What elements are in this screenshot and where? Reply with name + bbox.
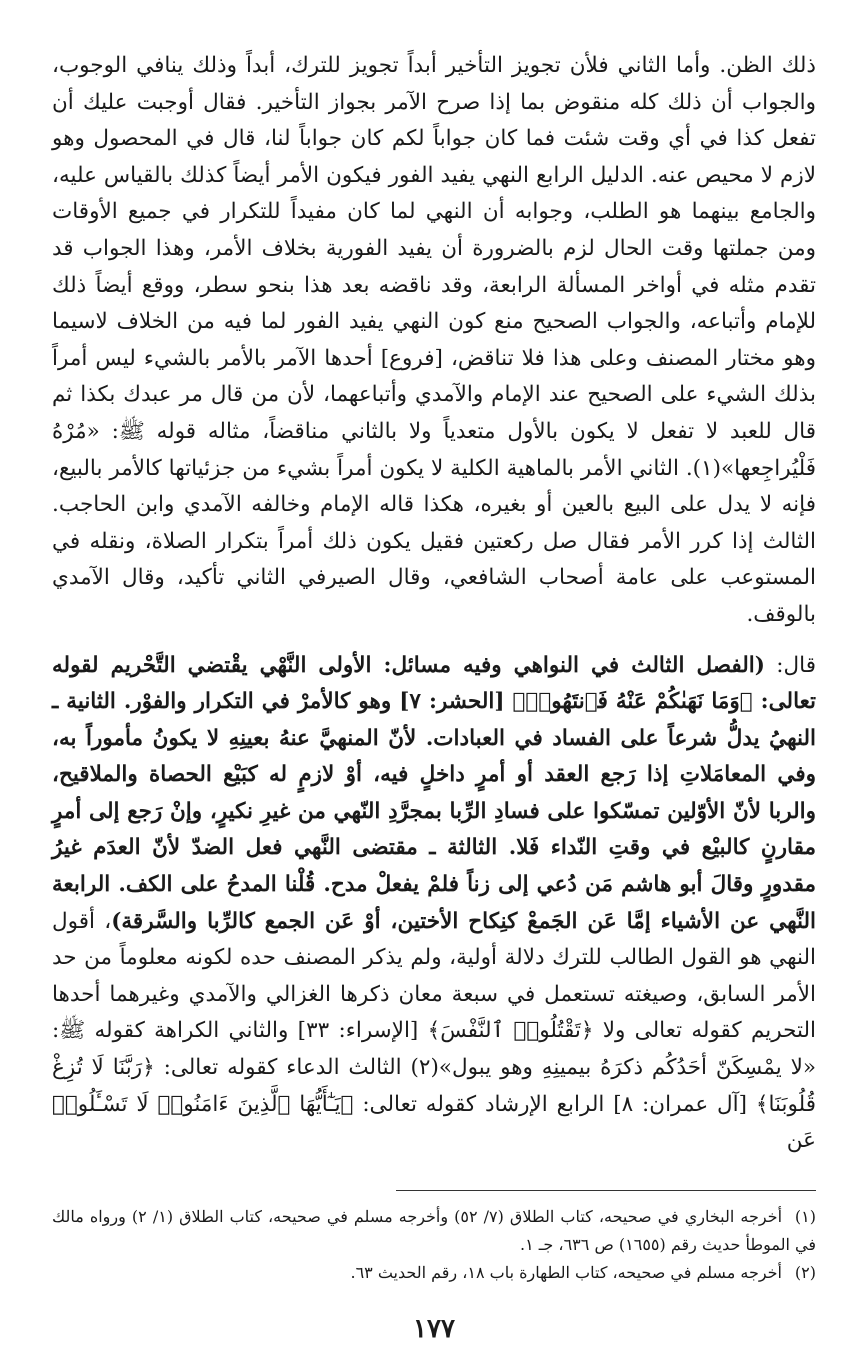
footnote-2	[52, 1259, 816, 1287]
section-paragraph	[52, 648, 816, 1160]
footnote-text: أخرجه مسلم في صحيحه، كتاب الطهارة باب ١٨، رقم الحديث ٦٣.	[350, 1262, 782, 1282]
qala-prefix: قال:	[764, 652, 817, 678]
commentary-text: ، أقول النهي هو القول الطالب للترك دلالة أولية، ولم يذكر المصنف حده لكونه معلوماً من حد الأمر السابق، وصيغته تستعمل في سبعة معان ذكرها الغزالي والآمدي وغيرهما أحدها التحريم كقوله تعالى ولا ﴿تَقْتُلُوا۟ ٱلنَّفْسَ﴾ [الإسراء: ٣٣] والثاني الكراهة كقوله ﷺ: «لا يمْسِكَنّ أحَدُكُم ذكرَهُ بيمينِهِ وهو يبول»(٢) الثالث الدعاء كقوله تعالى: ﴿رَبَّنَا لَا تُزِغْ قُلُوبَنَا﴾ [آل عمران: ٨] الرابع الإرشاد كقوله تعالى: ﴿يَـٰٓأَيُّهَا ٱلَّذِينَ ءَامَنُوا۟ لَا تَسْـَٔلُوا۟ عَن	[52, 908, 817, 1154]
page-number: ١٧٧	[413, 1314, 455, 1344]
footnote-number: (١)	[794, 1206, 817, 1226]
footnote-divider	[396, 1190, 816, 1191]
footnotes	[52, 1203, 816, 1287]
footnote-1	[52, 1203, 816, 1259]
footnote-text: أخرجه البخاري في صحيحه، كتاب الطلاق (٧/ ٥٢) وأخرجه مسلم في صحيحه، كتاب الطلاق (١/ ٢) ورواه مالك في الموطأ حديث رقم (١٦٥٥) ص ٦٣٦، جـ ١.	[52, 1206, 816, 1254]
footnote-number: (٢)	[794, 1262, 816, 1282]
matn-text: (الفصل الثالث في النواهي وفيه مسائل: الأولى النَّهْي يقْتضي التَّحْريم لقوله تعالى: ﴿وَمَا نَهَىٰكُمْ عَنْهُ فَٱنتَهُوا۟﴾ [الحشر: ٧] وهو كالأمرْ في التكرار والفوْر. الثانية ـ النهيُ يدلُّ شرعاً على الفساد في العبادات. لأنّ المنهيَّ عنهُ بعينِهِ لا يكونُ مأموراً به، وفي المعامَلاتِ إذا رَجع العقد أو أمرٍ داخلٍ فيه، أوْ لازمٍ له كبَيْع الحصاة والملاقيح، والربا لأنّ الأوّلين تمسّكوا على فسادِ الرِّبا بمجرَّدِ النّهي من غيرِ نكيرٍ، وإنْ رَجع إلى أمرٍ مقارنٍ كالبيْع في وقتِ النّداء فَلا. الثالثة ـ مقتضى النَّهي فعل الضدّ لأنّ العدَم غيرُ مقدورٍ وقالَ أبو هاشم مَن دُعي إلى زناً فلمْ يفعلْ مدح. قُلْنا المدحُ على الكف. الرابعة النَّهي عن الأشياء إمَّا عَن الجَمعْ كنِكاح الأختين، أوْ عَن الجمع كالرِّبا والسَّرقة)	[52, 652, 816, 934]
commentary-paragraph-1: ذلك الظن. وأما الثاني فلأن تجويز التأخير أبداً تجويز للترك، أبداً وذلك ينافي الوجوب، والجواب أن ذلك كله منقوض بما إذا صرح الآمر بجواز التأخير. فقال أوجبت عليك أن تفعل كذا في أي وقت شئت فما كان جواباً لكم كان جواباً لنا، قال في المحصول وهو لازم لا محيص عنه. الدليل الرابع النهي يفيد الفور فيكون الأمر أيضاً كذلك بالقياس عليه، والجامع بينهما هو الطلب، وجوابه أن النهي لما كان مفيداً للتكرار في جميع الأوقات ومن جملتها وقت الحال لزم بالضرورة أن يفيد الفورية بخلاف الأمر، وهذا الجواب قد تقدم مثله في أواخر المسألة الرابعة، وقد ناقضه بعد هذا بنحو سطر، ووقع أيضاً ذلك للإمام وأتباعه، والجواب الصحيح منع كون النهي يفيد الفور لما فيه من الخلاف لاسيما وهو مختار المصنف وعلى هذا فلا تناقض، [فروع] أحدها الآمر بالأمر بالشيء ليس أمراً بذلك الشيء على الصحيح عند الإمام والآمدي وأتباعهما، لأن من قال مر عبدك بكذا ثم قال للعبد لا تفعل لا يكون بالأول متعدياً ولا بالثاني مناقضاً، مثاله قوله ﷺ: «مُرْهُ فَلْيُراجِعها»(١). الثاني الأمر بالماهية الكلية لا يكون أمراً بشيء من جزئياتها كالأمر بالبيع، فإنه لا يدل على البيع بالعين أو بغيره، هكذا قاله الإمام وخالفه الآمدي وابن الحاجب. الثالث إذا كرر الأمر فقال صل ركعتين فقيل يكون ذلك أمراً بتكرار الصلاة، ونقله في المستوعب على عامة أصحاب الشافعي، وقال الصيرفي الثاني تأكيد، وقال الآمدي بالوقف.	[52, 53, 816, 627]
